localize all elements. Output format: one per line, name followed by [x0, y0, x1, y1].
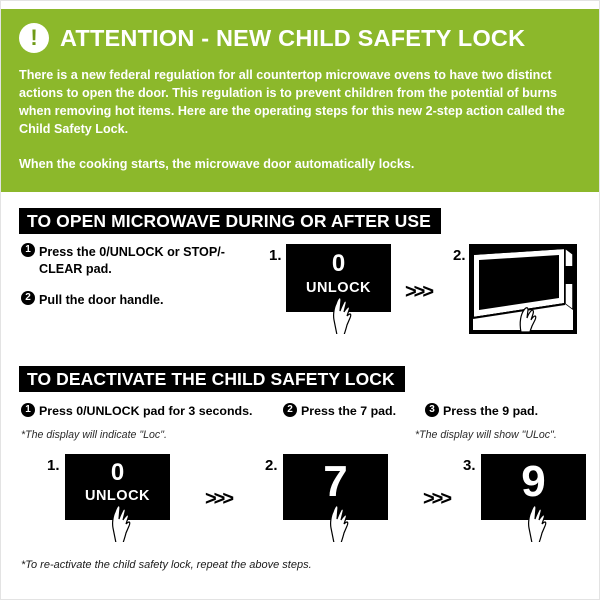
exclamation-icon: ! [19, 23, 49, 53]
step-text: Press 0/UNLOCK pad for 3 seconds. [39, 404, 253, 418]
step-text: Press the 9 pad. [443, 404, 539, 418]
step-number-badge: 3 [425, 403, 439, 417]
display-digit: 7 [323, 457, 348, 506]
page-title: ATTENTION - NEW CHILD SAFETY LOCK [60, 24, 526, 51]
attention-banner [1, 9, 600, 192]
display-digit: 0 [110, 459, 125, 486]
section-1-heading: TO OPEN MICROWAVE DURING OR AFTER USE [19, 208, 441, 234]
list-item [283, 404, 396, 418]
microwave-door-illustration [469, 244, 577, 334]
list-item [425, 404, 538, 418]
step-number-badge: 2 [21, 291, 35, 305]
section-1-steps [21, 244, 257, 309]
pointing-hand-icon [318, 295, 360, 334]
nine-pad-figure [481, 454, 586, 542]
step-text: Press the 0/UNLOCK or STOP/-CLEAR pad. [39, 245, 225, 276]
pointing-hand-icon [513, 503, 555, 542]
figure-number: 2. [453, 247, 466, 264]
pointing-hand-icon [97, 503, 139, 542]
note-uloc: *The display will show "ULoc". [415, 429, 557, 441]
list-item [21, 404, 252, 418]
display-digit: 9 [521, 457, 546, 506]
display-text: UNLOCK [305, 280, 372, 296]
banner-paragraph-2: When the cooking starts, the microwave door automatically locks. [19, 156, 415, 171]
arrow-separator: >>> [205, 488, 232, 510]
figure-number: 1. [269, 247, 282, 264]
display-digit: 0 [331, 250, 346, 277]
list-item [21, 244, 257, 277]
figure-number: 3. [463, 457, 476, 474]
footnote: *To re-activate the child safety lock, repeat the above steps. [21, 559, 312, 571]
arrow-separator: >>> [405, 281, 432, 303]
section-2-heading: TO DEACTIVATE THE CHILD SAFETY LOCK [19, 366, 405, 392]
banner-paragraph-1: There is a new federal regulation for all countertop microwave ovens to have two distinct actions to open the door. This regulation is to prevent children from the potential of burns when removing hot items. Here are the operating steps for this new 2-step action called the Child Safety Lock. [19, 68, 565, 137]
step-text: Press the 7 pad. [301, 404, 397, 418]
arrow-separator: >>> [423, 488, 450, 510]
display-text: UNLOCK [84, 488, 151, 504]
banner-header [19, 23, 581, 53]
list-item [21, 292, 257, 309]
figure-number: 1. [47, 457, 60, 474]
microwave-door-figure [469, 244, 577, 334]
step-number-badge: 2 [283, 403, 297, 417]
note-loc: *The display will indicate "Loc". [21, 429, 167, 441]
seven-pad-figure [283, 454, 388, 542]
step-text: Pull the door handle. [39, 293, 164, 308]
step-number-badge: 1 [21, 403, 35, 417]
unlock-pad-figure [286, 244, 391, 334]
pointing-hand-icon [315, 503, 357, 542]
unlock-pad-figure [65, 454, 170, 542]
step-number-badge: 1 [21, 243, 35, 257]
figure-number: 2. [265, 457, 278, 474]
